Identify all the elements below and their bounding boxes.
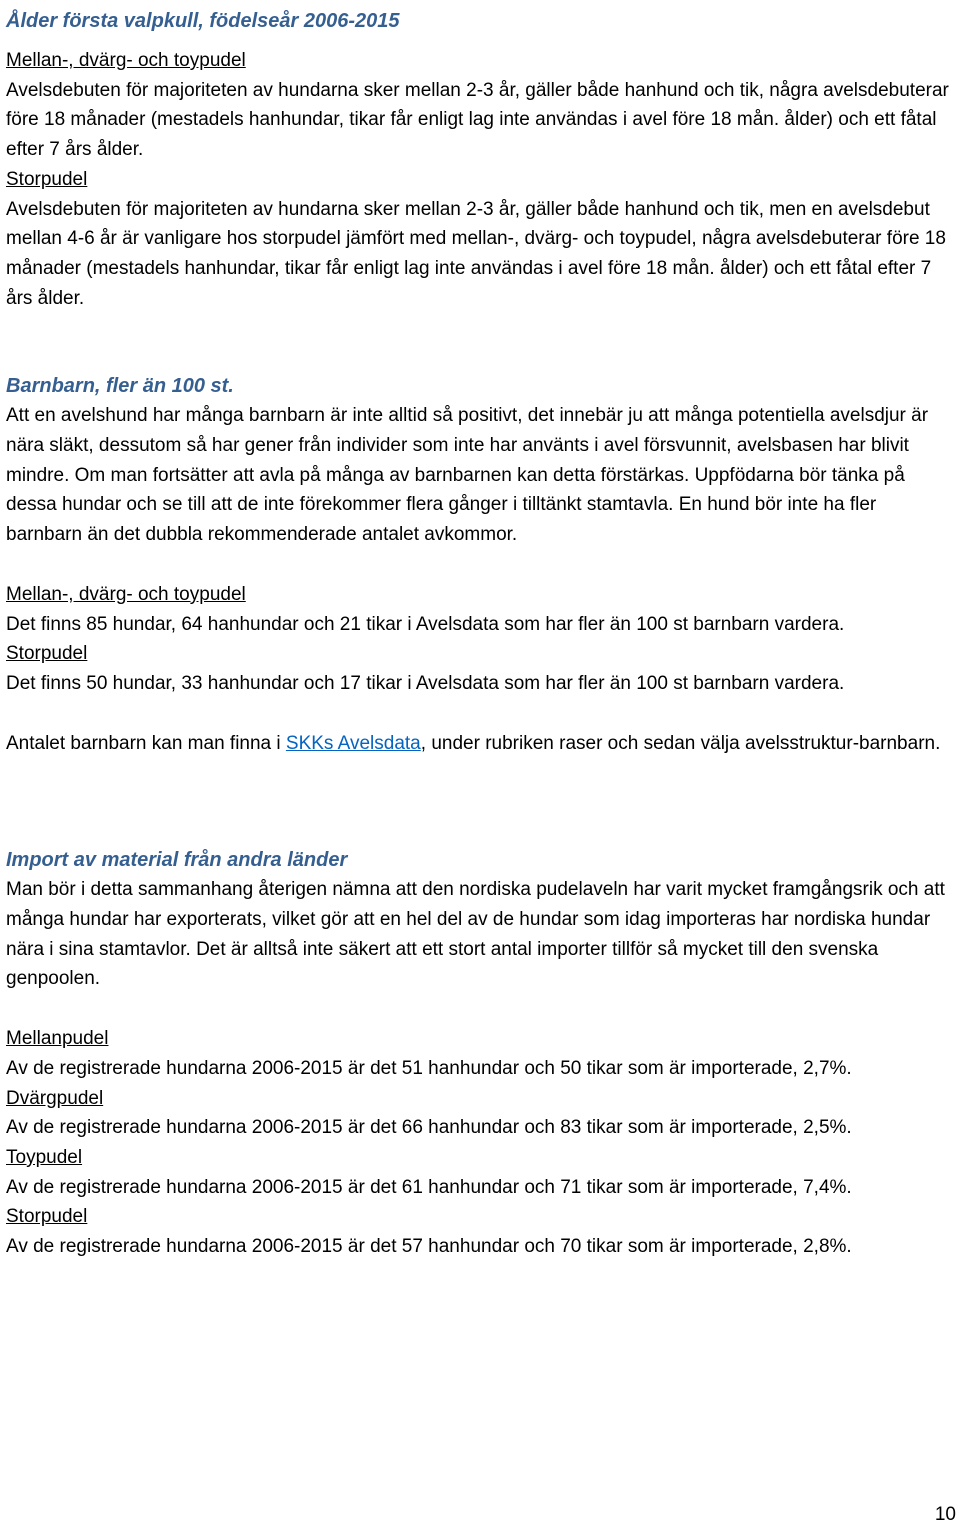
paragraph-mellanpudel-import: Av de registrerade hundarna 2006-2015 är det 51 hanhundar och 50 tikar som är importerade, 2,7%. — [6, 1057, 852, 1079]
subheading-mellanpudel: Mellanpudel — [6, 1028, 109, 1050]
paragraph-storpudel-grandchildren: Det finns 50 hundar, 33 hanhundar och 17 tikar i Avelsdata som har fler än 100 st barnbarn vardera. — [6, 672, 845, 694]
subheading-mellan-dvarg-toy: Mellan-, dvärg- och toypudel — [6, 583, 246, 605]
page-number: 10 — [934, 1504, 956, 1525]
skk-avelsdata-link[interactable]: SKKs Avelsdata — [285, 732, 421, 754]
paragraph-storpudel-import: Av de registrerade hundarna 2006-2015 är det 57 hanhundar och 70 tikar som är importerade, 2,8%. — [6, 1236, 852, 1258]
paragraph-toypudel-import: Av de registrerade hundarna 2006-2015 är det 61 hanhundar och 71 tikar som är importerade, 7,4%. — [6, 1176, 852, 1198]
subheading-storpudel: Storpudel — [6, 643, 88, 665]
subheading-storpudel: Storpudel — [6, 168, 88, 190]
paragraph-grandchildren-intro: Att en avelshund har många barnbarn är inte alltid så positivt, det innebär ju att många potentiella avelsdjur är nära släkt, dessutom så har gener från individer som inte har använts i avel försvunnit, avelsbasen har blivit mindre. Om man fortsätter att avla på många av barnbarnen kan detta förstärkas. Uppfödarna bör tänka på dessa hundar och se till att de inte förekommer flera gånger i tilltänkt stamtavla. En hund bör inte ha fler barnbarn än det dubbla rekommenderade antalet avkommor. — [6, 405, 929, 546]
subheading-toypudel: Toypudel — [6, 1146, 83, 1168]
paragraph-import-intro: Man bör i detta sammanhang återigen nämna att den nordiska pudelaveln har varit mycket framgångsrik och att många hundar har exporterats, vilket gör att en hel del av de hundar som idag importeras har nordiska hundar nära i sina stamtavlor. Det är alltså inte säkert att ett stort antal importer tillför så mycket till den svenska genpoolen. — [6, 879, 945, 990]
subheading-mellan-dvarg-toy: Mellan-, dvärg- och toypudel — [6, 50, 246, 71]
section-heading-grandchildren: Barnbarn, fler än 100 st. — [6, 375, 234, 398]
section-heading-first-litter-age: Ålder första valpkull, födelseår 2006-2015 — [6, 10, 400, 32]
paragraph-mellan-dvarg-toy-debut: Avelsdebuten för majoriteten av hundarna sker mellan 2-3 år, gäller både hanhund och tik, några avelsdebuterar före 18 månader (mestadels hanhundar, tikar får enligt lag inte användas i avel före 18 mån. ålder) och ett fåtal efter 7 års ålder. — [6, 79, 949, 161]
note-text-after: , under rubriken raser och sedan välja avelsstruktur-barnbarn. — [420, 732, 941, 754]
paragraph-mellan-dvarg-toy-grandchildren: Det finns 85 hundar, 64 hanhundar och 21 tikar i Avelsdata som har fler än 100 st barnbarn vardera. — [6, 613, 845, 635]
subheading-storpudel: Storpudel — [6, 1206, 88, 1228]
paragraph-dvargpudel-import: Av de registrerade hundarna 2006-2015 är det 66 hanhundar och 83 tikar som är importerade, 2,5%. — [6, 1117, 852, 1139]
document-page — [6, 0, 954, 1262]
paragraph-storpudel-debut: Avelsdebuten för majoriteten av hundarna sker mellan 2-3 år, gäller både hanhund och tik, men en avelsdebut mellan 4-6 år är vanligare hos storpudel jämfört med mellan-, dvärg- och toypudel, några avelsdebuterar före 18 månader (mestadels hanhundar, tikar får enligt lag inte användas i avel före 18 mån. ålder) och ett fåtal efter 7 års ålder. — [6, 198, 946, 309]
subheading-dvargpudel: Dvärgpudel — [6, 1087, 104, 1109]
note-text-before: Antalet barnbarn kan man finna i — [6, 732, 286, 754]
paragraph-avelsdata-note — [6, 729, 954, 759]
section-heading-import: Import av material från andra länder — [6, 849, 348, 872]
